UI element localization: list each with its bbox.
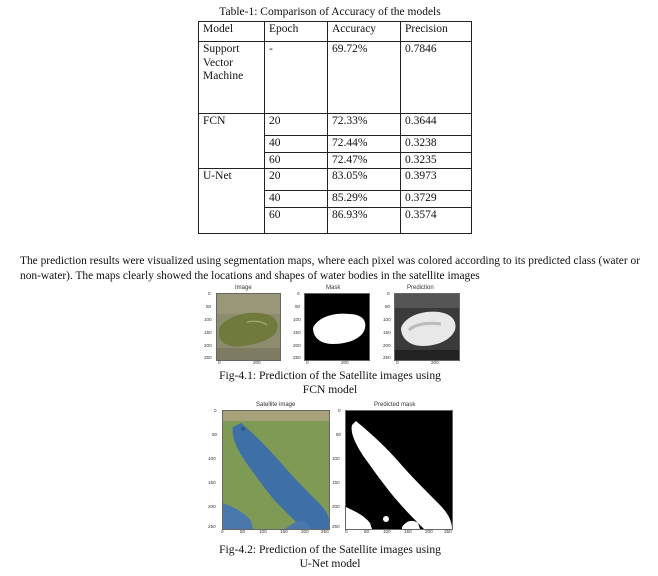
cell-precision: 0.7846 — [401, 42, 472, 114]
y-tick: 200 — [204, 343, 212, 348]
accuracy-table — [198, 21, 472, 234]
y-tick: 250 — [383, 355, 391, 360]
header-accuracy: Accuracy — [328, 22, 401, 42]
y-tick: 50 — [385, 304, 391, 309]
cell-precision: 0.3235 — [401, 152, 472, 169]
y-tick: 250 — [208, 524, 216, 529]
caption-line: U-Net model — [299, 557, 361, 570]
y-tick: 0 — [338, 408, 341, 413]
cell-epoch: 40 — [265, 191, 328, 208]
x-tick: 200 — [301, 529, 309, 534]
caption-line: Fig-4.1: Prediction of the Satellite images using — [219, 369, 441, 382]
cell-precision: 0.3238 — [401, 136, 472, 153]
x-tick: 50 — [364, 529, 370, 534]
y-tick: 250 — [293, 355, 301, 360]
y-tick: 150 — [204, 330, 212, 335]
y-tick: 0 — [387, 291, 390, 296]
x-tick: 0 — [345, 529, 348, 534]
table-row — [199, 114, 472, 136]
x-tick: 200 — [425, 529, 433, 534]
cell-accuracy: 69.72% — [328, 42, 401, 114]
cell-precision: 0.3574 — [401, 207, 472, 233]
y-tick: 250 — [332, 524, 340, 529]
x-tick: 0 — [396, 360, 399, 365]
y-tick: 0 — [214, 408, 217, 413]
panel-title-satellite: Satellite image — [256, 402, 296, 408]
y-tick: 0 — [297, 291, 300, 296]
y-tick: 100 — [204, 317, 212, 322]
cell-model: U-Net — [199, 169, 265, 234]
x-tick: 150 — [280, 529, 288, 534]
x-tick: 250 — [321, 529, 329, 534]
cell-accuracy: 72.33% — [328, 114, 401, 136]
y-tick: 0 — [208, 291, 211, 296]
table-row — [199, 169, 472, 191]
header-epoch: Epoch — [265, 22, 328, 42]
y-tick: 50 — [212, 432, 218, 437]
satellite-image-panel — [216, 293, 281, 361]
x-tick: 200 — [253, 360, 261, 365]
cell-epoch: 20 — [265, 169, 328, 191]
y-tick: 200 — [293, 343, 301, 348]
x-tick: 0 — [306, 360, 309, 365]
mask-panel — [304, 293, 370, 361]
y-tick: 50 — [295, 304, 301, 309]
y-tick: 150 — [332, 480, 340, 485]
cell-epoch: 60 — [265, 207, 328, 233]
x-tick: 0 — [218, 360, 221, 365]
y-tick: 250 — [204, 355, 212, 360]
cell-epoch: - — [265, 42, 328, 114]
table-header-row — [199, 22, 472, 42]
panel-title-predicted-mask: Predicted mask — [374, 402, 416, 408]
cell-epoch: 60 — [265, 152, 328, 169]
predicted-mask-panel — [345, 410, 453, 530]
x-tick: 50 — [240, 529, 246, 534]
caption-line: FCN model — [302, 383, 358, 396]
cell-accuracy: 72.47% — [328, 152, 401, 169]
cell-accuracy: 85.29% — [328, 191, 401, 208]
y-tick: 100 — [332, 456, 340, 461]
y-tick: 100 — [383, 317, 391, 322]
prediction-panel — [394, 293, 460, 361]
x-tick: 250 — [444, 529, 452, 534]
x-tick: 150 — [404, 529, 412, 534]
header-precision: Precision — [401, 22, 472, 42]
y-tick: 200 — [383, 343, 391, 348]
panel-title-prediction: Prediction — [407, 285, 434, 291]
y-tick: 150 — [383, 330, 391, 335]
panel-title-image: Image — [235, 285, 252, 291]
cell-model: Support Vector Machine — [199, 42, 265, 114]
cell-epoch: 40 — [265, 136, 328, 153]
figure-caption-unet — [180, 543, 480, 571]
cell-accuracy: 72.44% — [328, 136, 401, 153]
table-caption: Table-1: Comparison of Accuracy of the models — [219, 6, 441, 18]
y-tick: 100 — [293, 317, 301, 322]
panel-title-mask: Mask — [326, 285, 341, 291]
cell-epoch: 20 — [265, 114, 328, 136]
y-tick: 150 — [293, 330, 301, 335]
figure-caption-fcn — [180, 369, 480, 397]
satellite-map-panel — [222, 410, 330, 530]
x-tick: 200 — [431, 360, 439, 365]
y-tick: 100 — [208, 456, 216, 461]
y-tick: 200 — [332, 504, 340, 509]
y-tick: 50 — [336, 432, 342, 437]
caption-line: Fig-4.2: Prediction of the Satellite images using — [219, 543, 441, 556]
body-paragraph: The prediction results were visualized using segmentation maps, where each pixel was colored according to its predicted class (water or non-water). The maps clearly showed the locations and shapes of water bodies in the satellite images — [20, 255, 640, 282]
table-row — [199, 42, 472, 114]
cell-precision: 0.3973 — [401, 169, 472, 191]
x-tick: 0 — [221, 529, 224, 534]
y-tick: 200 — [208, 504, 216, 509]
x-tick: 200 — [341, 360, 349, 365]
cell-precision: 0.3644 — [401, 114, 472, 136]
cell-accuracy: 86.93% — [328, 207, 401, 233]
cell-model: FCN — [199, 114, 265, 169]
x-tick: 100 — [383, 529, 391, 534]
y-tick: 150 — [208, 480, 216, 485]
header-model: Model — [199, 22, 265, 42]
y-tick: 50 — [206, 304, 212, 309]
cell-precision: 0.3729 — [401, 191, 472, 208]
x-tick: 100 — [259, 529, 267, 534]
figure-fcn-prediction — [204, 285, 459, 368]
figure-unet-prediction — [204, 402, 459, 539]
cell-accuracy: 83.05% — [328, 169, 401, 191]
